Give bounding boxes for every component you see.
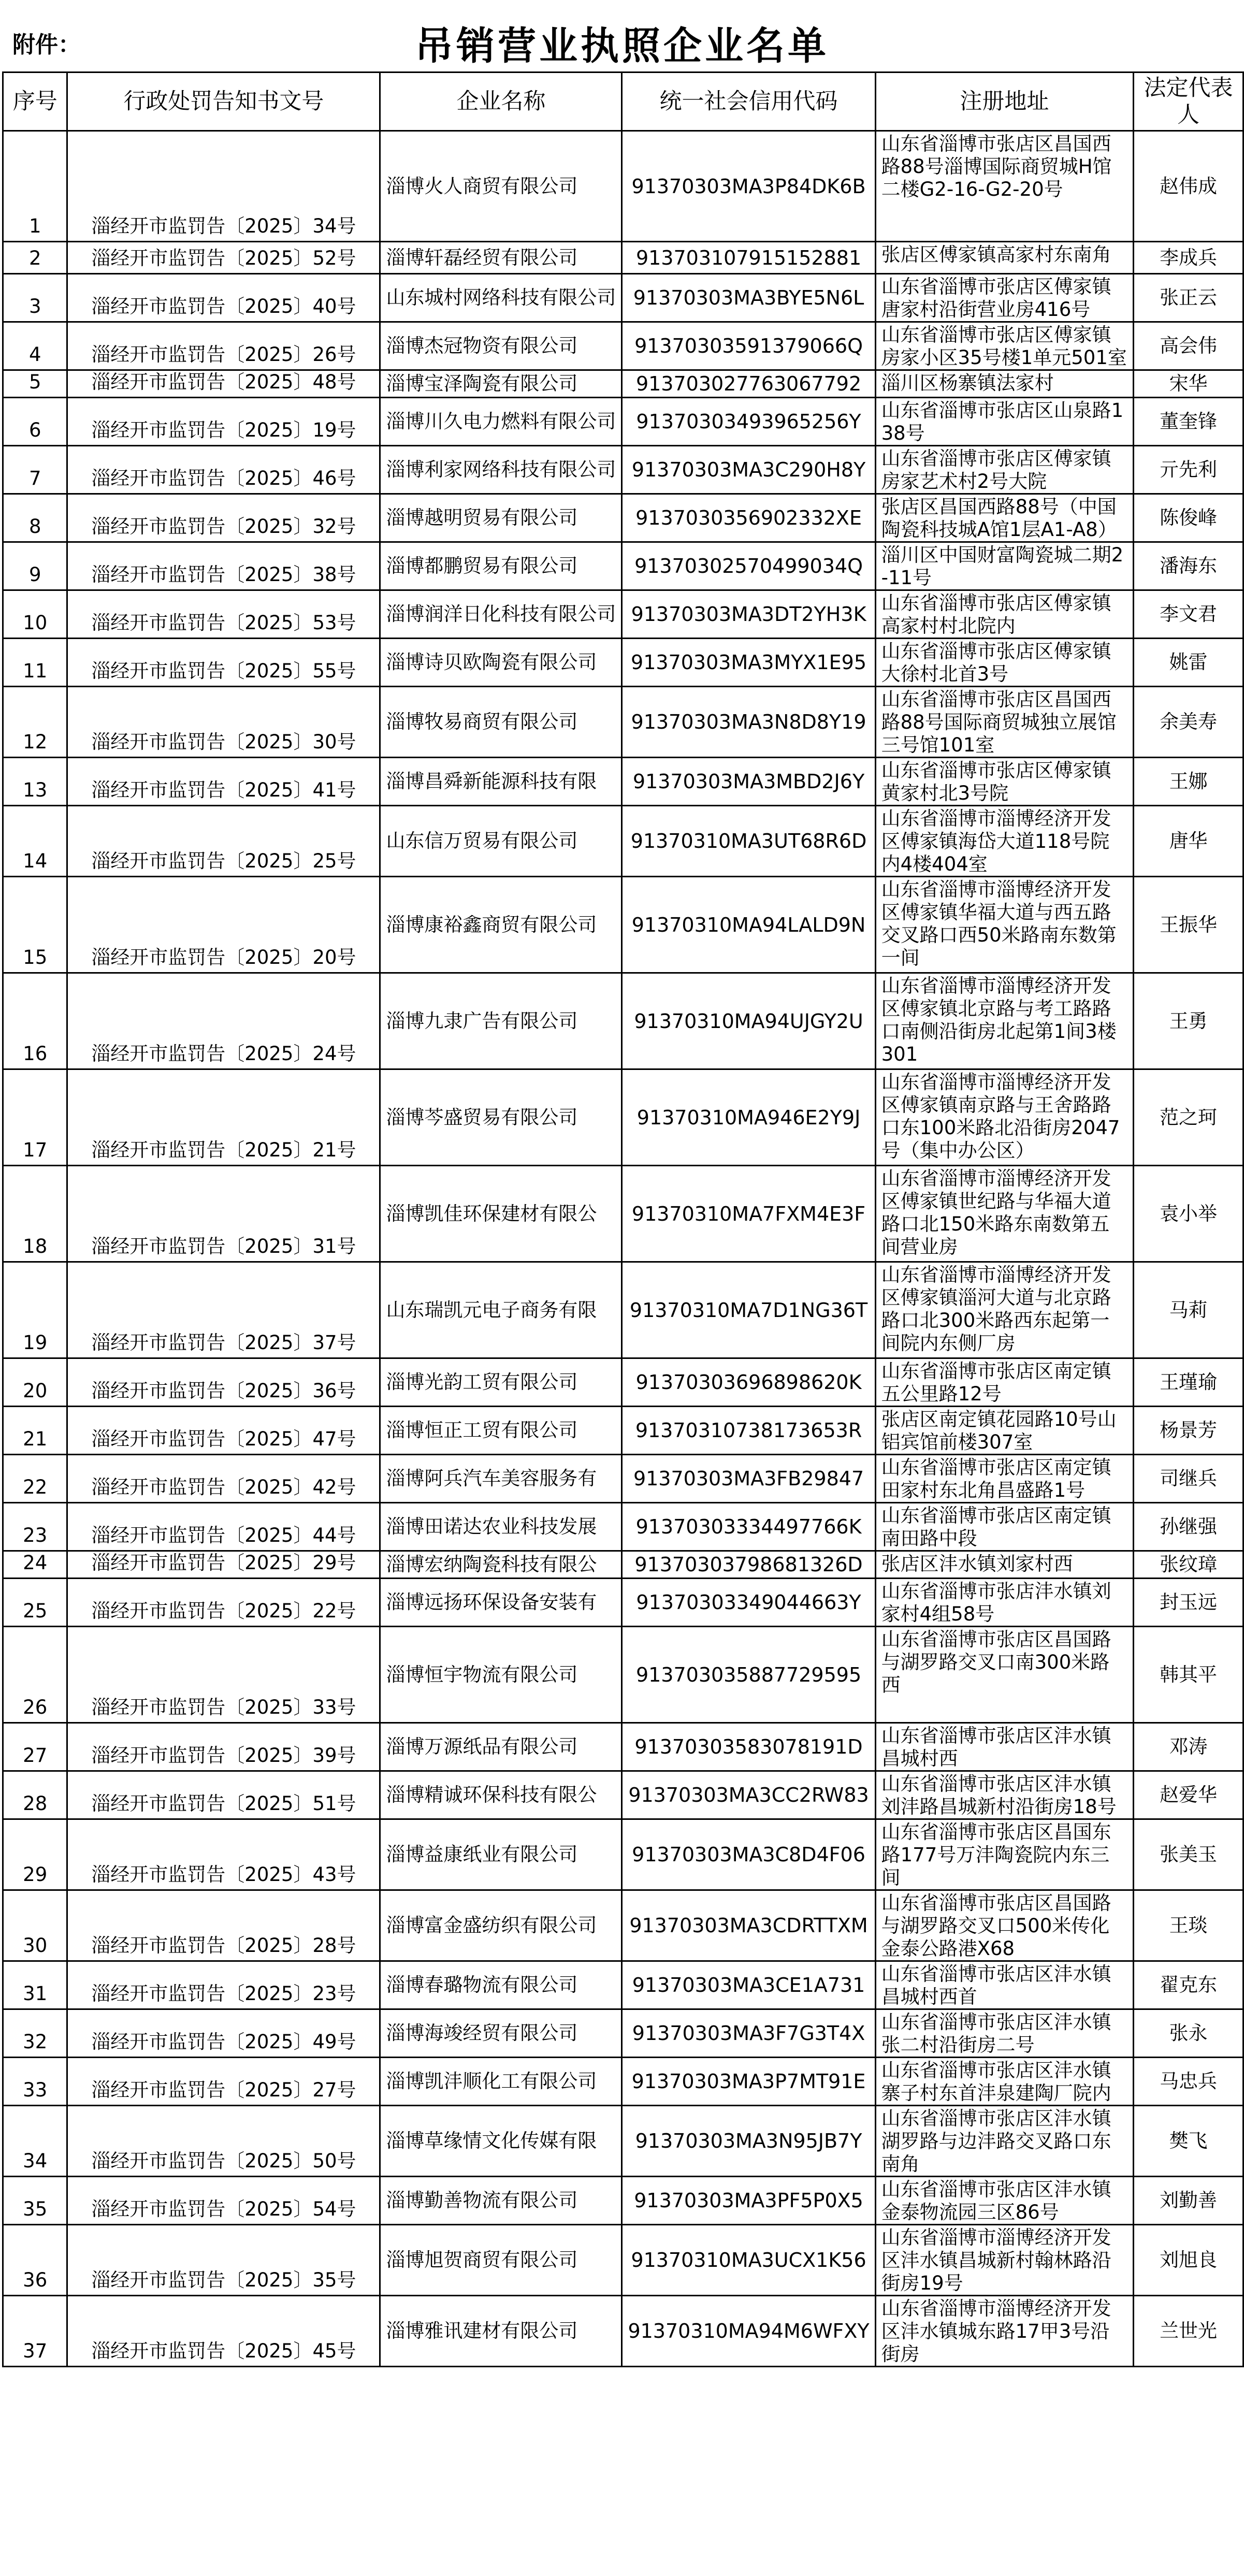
cell-notice: 淄经开市监罚告〔2025〕50号 (67, 2106, 380, 2177)
table-row (3, 639, 1243, 687)
table-row (3, 1551, 1243, 1579)
cell-address: 山东省淄博市张店区昌国路与湖罗路交叉口500米传化金泰公路港X68 (875, 1890, 1134, 1961)
cell-credit-code: 91370303MA3N8D8Y19 (622, 687, 875, 758)
cell-seq: 25 (3, 1579, 67, 1627)
cell-legal-rep: 潘海东 (1134, 542, 1243, 590)
cell-legal-rep: 余美寿 (1134, 687, 1243, 758)
cell-address: 山东省淄博市淄博经济开发区傅家镇世纪路与华福大道路口北150米路东南数第五间营业房 (875, 1166, 1134, 1262)
cell-seq: 6 (3, 398, 67, 446)
cell-credit-code: 91370310MA3UCX1K56 (622, 2225, 875, 2296)
cell-seq: 15 (3, 877, 67, 973)
table-row (3, 1166, 1243, 1262)
cell-seq: 1 (3, 131, 67, 242)
cell-address: 张店区南定镇花园路10号山铝宾馆前楼307室 (875, 1407, 1134, 1455)
table-row (3, 542, 1243, 590)
cell-notice: 淄经开市监罚告〔2025〕43号 (67, 1819, 380, 1890)
cell-company-name: 淄博昌舜新能源科技有限 (380, 758, 622, 806)
cell-seq: 28 (3, 1771, 67, 1819)
cell-credit-code: 91370303MA3BYE5N6L (622, 274, 875, 322)
cell-legal-rep: 刘旭良 (1134, 2225, 1243, 2296)
cell-seq: 35 (3, 2177, 67, 2225)
cell-notice: 淄经开市监罚告〔2025〕31号 (67, 1166, 380, 1262)
cell-company-name: 山东瑞凯元电子商务有限 (380, 1262, 622, 1358)
cell-company-name: 山东信万贸易有限公司 (380, 806, 622, 877)
cell-seq: 22 (3, 1455, 67, 1503)
cell-legal-rep: 张正云 (1134, 274, 1243, 322)
cell-company-name: 淄博宏纳陶瓷科技有限公 (380, 1551, 622, 1579)
header-notice: 行政处罚告知书文号 (67, 73, 380, 131)
cell-notice: 淄经开市监罚告〔2025〕51号 (67, 1771, 380, 1819)
cell-notice: 淄经开市监罚告〔2025〕38号 (67, 542, 380, 590)
cell-notice: 淄经开市监罚告〔2025〕39号 (67, 1723, 380, 1771)
cell-legal-rep: 王娜 (1134, 758, 1243, 806)
cell-notice: 淄经开市监罚告〔2025〕55号 (67, 639, 380, 687)
cell-notice: 淄经开市监罚告〔2025〕45号 (67, 2296, 380, 2367)
cell-credit-code: 91370303MA3MYX1E95 (622, 639, 875, 687)
table-row (3, 2106, 1243, 2177)
cell-credit-code: 91370310MA946E2Y9J (622, 1069, 875, 1166)
table-row (3, 274, 1243, 322)
cell-legal-rep: 王勇 (1134, 973, 1243, 1069)
cell-seq: 3 (3, 274, 67, 322)
cell-notice: 淄经开市监罚告〔2025〕27号 (67, 2058, 380, 2106)
cell-seq: 17 (3, 1069, 67, 1166)
cell-credit-code: 91370303MA3C290H8Y (622, 446, 875, 494)
cell-company-name: 淄博牧易商贸有限公司 (380, 687, 622, 758)
cell-legal-rep: 李成兵 (1134, 242, 1243, 274)
cell-address: 山东省淄博市张店区南定镇五公里路12号 (875, 1358, 1134, 1407)
table-row (3, 1358, 1243, 1407)
cell-credit-code: 91370303MA3CDRTTXM (622, 1890, 875, 1961)
cell-address: 山东省淄博市淄博经济开发区傅家镇北京路与考工路路口南侧沿街房北起第1间3楼301 (875, 973, 1134, 1069)
cell-credit-code: 91370310MA3UT68R6D (622, 806, 875, 877)
cell-legal-rep: 李文君 (1134, 590, 1243, 639)
cell-company-name: 淄博雅讯建材有限公司 (380, 2296, 622, 2367)
cell-legal-rep: 韩其平 (1134, 1627, 1243, 1723)
cell-legal-rep: 邓涛 (1134, 1723, 1243, 1771)
cell-seq: 13 (3, 758, 67, 806)
cell-legal-rep: 王振华 (1134, 877, 1243, 973)
cell-address: 山东省淄博市张店区傅家镇黄家村北3号院 (875, 758, 1134, 806)
cell-notice: 淄经开市监罚告〔2025〕47号 (67, 1407, 380, 1455)
cell-address: 山东省淄博市张店区傅家镇唐家村沿街营业房416号 (875, 274, 1134, 322)
cell-credit-code: 91370303MA3N95JB7Y (622, 2106, 875, 2177)
cell-address: 山东省淄博市淄博经济开发区沣水镇昌城新村翰林路沿街房19号 (875, 2225, 1134, 2296)
table-row (3, 131, 1243, 242)
cell-company-name: 淄博春璐物流有限公司 (380, 1961, 622, 2009)
cell-notice: 淄经开市监罚告〔2025〕46号 (67, 446, 380, 494)
cell-legal-rep: 兰世光 (1134, 2296, 1243, 2367)
cell-notice: 淄经开市监罚告〔2025〕28号 (67, 1890, 380, 1961)
cell-address: 山东省淄博市淄博经济开发区傅家镇华福大道与西五路交叉路口西50米路南东数第一间 (875, 877, 1134, 973)
cell-legal-rep: 张永 (1134, 2009, 1243, 2058)
cell-legal-rep: 宋华 (1134, 370, 1243, 398)
table-row (3, 322, 1243, 370)
cell-address: 山东省淄博市淄博经济开发区傅家镇南京路与王舍路路口东100米路北沿街房2047号（集中办公区） (875, 1069, 1134, 1166)
cell-address: 山东省淄博市张店区傅家镇高家村村北院内 (875, 590, 1134, 639)
cell-credit-code: 91370302570499034Q (622, 542, 875, 590)
cell-credit-code: 91370303349044663Y (622, 1579, 875, 1627)
cell-credit-code: 91370303696898620K (622, 1358, 875, 1407)
cell-credit-code: 91370303MA3P7MT91E (622, 2058, 875, 2106)
cell-company-name: 淄博海竣经贸有限公司 (380, 2009, 622, 2058)
cell-address: 山东省淄博市张店区昌国东路177号万沣陶瓷院内东三间 (875, 1819, 1134, 1890)
cell-credit-code: 91370303MA3C8D4F06 (622, 1819, 875, 1890)
cell-legal-rep: 司继兵 (1134, 1455, 1243, 1503)
table-row (3, 687, 1243, 758)
cell-credit-code: 91370303493965256Y (622, 398, 875, 446)
cell-credit-code: 91370310MA7D1NG36T (622, 1262, 875, 1358)
cell-credit-code: 91370303MA3CE1A731 (622, 1961, 875, 2009)
cell-seq: 33 (3, 2058, 67, 2106)
cell-credit-code: 91370310MA94LALD9N (622, 877, 875, 973)
table-row (3, 1771, 1243, 1819)
table-header-row (3, 73, 1243, 131)
table-row (3, 242, 1243, 274)
cell-seq: 21 (3, 1407, 67, 1455)
cell-address: 山东省淄博市张店区昌国西路88号国际商贸城独立展馆三号馆101室 (875, 687, 1134, 758)
cell-legal-rep: 姚雷 (1134, 639, 1243, 687)
cell-notice: 淄经开市监罚告〔2025〕48号 (67, 370, 380, 398)
cell-notice: 淄经开市监罚告〔2025〕33号 (67, 1627, 380, 1723)
cell-credit-code: 913703035887729595 (622, 1627, 875, 1723)
cell-legal-rep: 高会伟 (1134, 322, 1243, 370)
table-row (3, 2177, 1243, 2225)
table-row (3, 1579, 1243, 1627)
cell-seq: 2 (3, 242, 67, 274)
table-row (3, 590, 1243, 639)
cell-notice: 淄经开市监罚告〔2025〕26号 (67, 322, 380, 370)
cell-credit-code: 91370303MA3DT2YH3K (622, 590, 875, 639)
cell-address: 山东省淄博市张店区沣水镇昌城村西 (875, 1723, 1134, 1771)
cell-legal-rep: 赵伟成 (1134, 131, 1243, 242)
cell-company-name: 山东城村网络科技有限公司 (380, 274, 622, 322)
header-seq: 序号 (3, 73, 67, 131)
cell-address: 山东省淄博市张店区傅家镇房家小区35号楼1单元501室 (875, 322, 1134, 370)
cell-credit-code: 91370310MA7FXM4E3F (622, 1166, 875, 1262)
cell-address: 山东省淄博市张店区沣水镇寨子村东首沣泉建陶厂院内 (875, 2058, 1134, 2106)
cell-company-name: 淄博远扬环保设备安装有 (380, 1579, 622, 1627)
cell-seq: 24 (3, 1551, 67, 1579)
cell-address: 淄川区中国财富陶瓷城二期2-11号 (875, 542, 1134, 590)
cell-notice: 淄经开市监罚告〔2025〕34号 (67, 131, 380, 242)
table-row (3, 2225, 1243, 2296)
header-name: 企业名称 (380, 73, 622, 131)
cell-seq: 27 (3, 1723, 67, 1771)
table-row (3, 1503, 1243, 1551)
cell-credit-code: 913703027763067792 (622, 370, 875, 398)
cell-company-name: 淄博康裕鑫商贸有限公司 (380, 877, 622, 973)
header-rep: 法定代表人 (1134, 73, 1243, 131)
cell-seq: 12 (3, 687, 67, 758)
cell-seq: 18 (3, 1166, 67, 1262)
cell-company-name: 淄博阿兵汽车美容服务有 (380, 1455, 622, 1503)
cell-address: 山东省淄博市淄博经济开发区傅家镇海岱大道118号院内4楼404室 (875, 806, 1134, 877)
table-row (3, 370, 1243, 398)
cell-legal-rep: 张美玉 (1134, 1819, 1243, 1890)
cell-seq: 31 (3, 1961, 67, 2009)
table-row (3, 1262, 1243, 1358)
table-row (3, 494, 1243, 542)
cell-notice: 淄经开市监罚告〔2025〕22号 (67, 1579, 380, 1627)
cell-address: 淄川区杨寨镇法家村 (875, 370, 1134, 398)
cell-notice: 淄经开市监罚告〔2025〕29号 (67, 1551, 380, 1579)
cell-notice: 淄经开市监罚告〔2025〕52号 (67, 242, 380, 274)
cell-company-name: 淄博精诚环保科技有限公 (380, 1771, 622, 1819)
cell-notice: 淄经开市监罚告〔2025〕24号 (67, 973, 380, 1069)
table-row (3, 1819, 1243, 1890)
cell-legal-rep: 樊飞 (1134, 2106, 1243, 2177)
cell-address: 山东省淄博市张店区沣水镇张二村沿街房二号 (875, 2009, 1134, 2058)
cell-address: 山东省淄博市张店区傅家镇大徐村北首3号 (875, 639, 1134, 687)
cell-seq: 36 (3, 2225, 67, 2296)
table-row (3, 2009, 1243, 2058)
cell-address: 山东省淄博市张店区南定镇田家村东北角昌盛路1号 (875, 1455, 1134, 1503)
cell-seq: 9 (3, 542, 67, 590)
cell-legal-rep: 唐华 (1134, 806, 1243, 877)
cell-company-name: 淄博轩磊经贸有限公司 (380, 242, 622, 274)
table-row (3, 1407, 1243, 1455)
cell-seq: 32 (3, 2009, 67, 2058)
table-row (3, 806, 1243, 877)
cell-company-name: 淄博勤善物流有限公司 (380, 2177, 622, 2225)
cell-notice: 淄经开市监罚告〔2025〕40号 (67, 274, 380, 322)
table-row (3, 1455, 1243, 1503)
cell-address: 山东省淄博市张店区傅家镇房家艺术村2号大院 (875, 446, 1134, 494)
cell-company-name: 淄博火人商贸有限公司 (380, 131, 622, 242)
table-row (3, 2058, 1243, 2106)
cell-company-name: 淄博利家网络科技有限公司 (380, 446, 622, 494)
cell-seq: 10 (3, 590, 67, 639)
table-row (3, 1627, 1243, 1723)
cell-notice: 淄经开市监罚告〔2025〕21号 (67, 1069, 380, 1166)
cell-credit-code: 91370303591379066Q (622, 322, 875, 370)
table-row (3, 758, 1243, 806)
cell-address: 山东省淄博市张店区沣水镇昌城村西首 (875, 1961, 1134, 2009)
cell-credit-code: 91370303583078191D (622, 1723, 875, 1771)
cell-address: 山东省淄博市张店区山泉路138号 (875, 398, 1134, 446)
table-row (3, 1961, 1243, 2009)
cell-address: 山东省淄博市张店区沣水镇湖罗路与边沣路交叉路口东南角 (875, 2106, 1134, 2177)
cell-seq: 26 (3, 1627, 67, 1723)
cell-company-name: 淄博都鹏贸易有限公司 (380, 542, 622, 590)
cell-seq: 14 (3, 806, 67, 877)
table-row (3, 2296, 1243, 2367)
cell-company-name: 淄博光韵工贸有限公司 (380, 1358, 622, 1407)
cell-company-name: 淄博田诺达农业科技发展 (380, 1503, 622, 1551)
cell-legal-rep: 刘勤善 (1134, 2177, 1243, 2225)
cell-legal-rep: 亓先利 (1134, 446, 1243, 494)
cell-legal-rep: 董奎锋 (1134, 398, 1243, 446)
cell-legal-rep: 马忠兵 (1134, 2058, 1243, 2106)
cell-address: 张店区沣水镇刘家村西 (875, 1551, 1134, 1579)
table-row (3, 398, 1243, 446)
cell-legal-rep: 封玉远 (1134, 1579, 1243, 1627)
cell-legal-rep: 王琰 (1134, 1890, 1243, 1961)
cell-legal-rep: 翟克东 (1134, 1961, 1243, 2009)
cell-address: 山东省淄博市张店区沣水镇金泰物流园三区86号 (875, 2177, 1134, 2225)
cell-address: 山东省淄博市淄博经济开发区沣水镇城东路17甲3号沿街房 (875, 2296, 1134, 2367)
cell-seq: 5 (3, 370, 67, 398)
cell-credit-code: 91370310MA94UJGY2U (622, 973, 875, 1069)
cell-legal-rep: 杨景芳 (1134, 1407, 1243, 1455)
cell-company-name: 淄博恒宇物流有限公司 (380, 1627, 622, 1723)
cell-notice: 淄经开市监罚告〔2025〕37号 (67, 1262, 380, 1358)
cell-notice: 淄经开市监罚告〔2025〕41号 (67, 758, 380, 806)
table-row (3, 1890, 1243, 1961)
cell-credit-code: 91370303798681326D (622, 1551, 875, 1579)
cell-credit-code: 91370303MA3MBD2J6Y (622, 758, 875, 806)
cell-legal-rep: 王瑾瑜 (1134, 1358, 1243, 1407)
cell-company-name: 淄博草缘情文化传媒有限 (380, 2106, 622, 2177)
cell-seq: 4 (3, 322, 67, 370)
cell-address: 山东省淄博市张店区沣水镇刘沣路昌城新村沿街房18号 (875, 1771, 1134, 1819)
cell-seq: 30 (3, 1890, 67, 1961)
page-title: 吊销营业执照企业名单 (415, 24, 829, 68)
cell-seq: 29 (3, 1819, 67, 1890)
cell-seq: 23 (3, 1503, 67, 1551)
cell-seq: 34 (3, 2106, 67, 2177)
cell-seq: 8 (3, 494, 67, 542)
table-body (3, 131, 1243, 2367)
cell-credit-code: 91370310738173653R (622, 1407, 875, 1455)
cell-legal-rep: 赵爱华 (1134, 1771, 1243, 1819)
table-row (3, 446, 1243, 494)
cell-credit-code: 91370310MA94M6WFXY (622, 2296, 875, 2367)
cell-notice: 淄经开市监罚告〔2025〕19号 (67, 398, 380, 446)
cell-notice: 淄经开市监罚告〔2025〕54号 (67, 2177, 380, 2225)
cell-legal-rep: 孙继强 (1134, 1503, 1243, 1551)
cell-company-name: 淄博万源纸品有限公司 (380, 1723, 622, 1771)
revocation-table (2, 71, 1244, 2367)
cell-seq: 37 (3, 2296, 67, 2367)
cell-notice: 淄经开市监罚告〔2025〕49号 (67, 2009, 380, 2058)
table-row (3, 877, 1243, 973)
cell-credit-code: 91370303MA3P84DK6B (622, 131, 875, 242)
cell-address: 山东省淄博市淄博经济开发区傅家镇淄河大道与北京路路口北300米路西东起第一间院内东侧厂房 (875, 1262, 1134, 1358)
cell-notice: 淄经开市监罚告〔2025〕23号 (67, 1961, 380, 2009)
cell-credit-code: 91370303MA3CC2RW83 (622, 1771, 875, 1819)
cell-legal-rep: 陈俊峰 (1134, 494, 1243, 542)
cell-seq: 19 (3, 1262, 67, 1358)
cell-company-name: 淄博宝泽陶瓷有限公司 (380, 370, 622, 398)
cell-notice: 淄经开市监罚告〔2025〕20号 (67, 877, 380, 973)
cell-notice: 淄经开市监罚告〔2025〕53号 (67, 590, 380, 639)
cell-credit-code: 91370303MA3F7G3T4X (622, 2009, 875, 2058)
table-row (3, 1723, 1243, 1771)
cell-address: 山东省淄博市张店区昌国西路88号淄博国际商贸城H馆二楼G2-16-G2-20号 (875, 131, 1134, 242)
cell-seq: 7 (3, 446, 67, 494)
cell-notice: 淄经开市监罚告〔2025〕42号 (67, 1455, 380, 1503)
cell-credit-code: 9137030356902332XE (622, 494, 875, 542)
cell-address: 山东省淄博市张店区昌国路与湖罗路交叉口南300米路西 (875, 1627, 1134, 1723)
cell-seq: 11 (3, 639, 67, 687)
cell-notice: 淄经开市监罚告〔2025〕35号 (67, 2225, 380, 2296)
cell-company-name: 淄博旭贺商贸有限公司 (380, 2225, 622, 2296)
cell-company-name: 淄博恒正工贸有限公司 (380, 1407, 622, 1455)
cell-address: 张店区傅家镇高家村东南角 (875, 242, 1134, 274)
cell-credit-code: 913703107915152881 (622, 242, 875, 274)
cell-seq: 20 (3, 1358, 67, 1407)
cell-legal-rep: 张纹璋 (1134, 1551, 1243, 1579)
cell-legal-rep: 范之珂 (1134, 1069, 1243, 1166)
header-code: 统一社会信用代码 (622, 73, 875, 131)
cell-legal-rep: 袁小举 (1134, 1166, 1243, 1262)
header-address: 注册地址 (875, 73, 1134, 131)
cell-legal-rep: 马莉 (1134, 1262, 1243, 1358)
cell-company-name: 淄博凯沣顺化工有限公司 (380, 2058, 622, 2106)
cell-seq: 16 (3, 973, 67, 1069)
cell-company-name: 淄博杰冠物资有限公司 (380, 322, 622, 370)
cell-credit-code: 91370303334497766K (622, 1503, 875, 1551)
cell-notice: 淄经开市监罚告〔2025〕32号 (67, 494, 380, 542)
cell-credit-code: 91370303MA3FB29847 (622, 1455, 875, 1503)
cell-company-name: 淄博益康纸业有限公司 (380, 1819, 622, 1890)
cell-notice: 淄经开市监罚告〔2025〕44号 (67, 1503, 380, 1551)
cell-company-name: 淄博九隶广告有限公司 (380, 973, 622, 1069)
cell-notice: 淄经开市监罚告〔2025〕30号 (67, 687, 380, 758)
cell-address: 张店区昌国西路88号（中国陶瓷科技城A馆1层A1-A8） (875, 494, 1134, 542)
cell-company-name: 淄博凯佳环保建材有限公 (380, 1166, 622, 1262)
cell-credit-code: 91370303MA3PF5P0X5 (622, 2177, 875, 2225)
table-row (3, 973, 1243, 1069)
cell-notice: 淄经开市监罚告〔2025〕25号 (67, 806, 380, 877)
cell-company-name: 淄博富金盛纺织有限公司 (380, 1890, 622, 1961)
annex-label: 附件： (12, 32, 81, 58)
cell-address: 山东省淄博市张店沣水镇刘家村4组58号 (875, 1579, 1134, 1627)
cell-company-name: 淄博诗贝欧陶瓷有限公司 (380, 639, 622, 687)
table-row (3, 1069, 1243, 1166)
cell-company-name: 淄博越明贸易有限公司 (380, 494, 622, 542)
cell-notice: 淄经开市监罚告〔2025〕36号 (67, 1358, 380, 1407)
cell-company-name: 淄博川久电力燃料有限公司 (380, 398, 622, 446)
cell-address: 山东省淄博市张店区南定镇南田路中段 (875, 1503, 1134, 1551)
cell-company-name: 淄博芩盛贸易有限公司 (380, 1069, 622, 1166)
cell-company-name: 淄博润洋日化科技有限公司 (380, 590, 622, 639)
